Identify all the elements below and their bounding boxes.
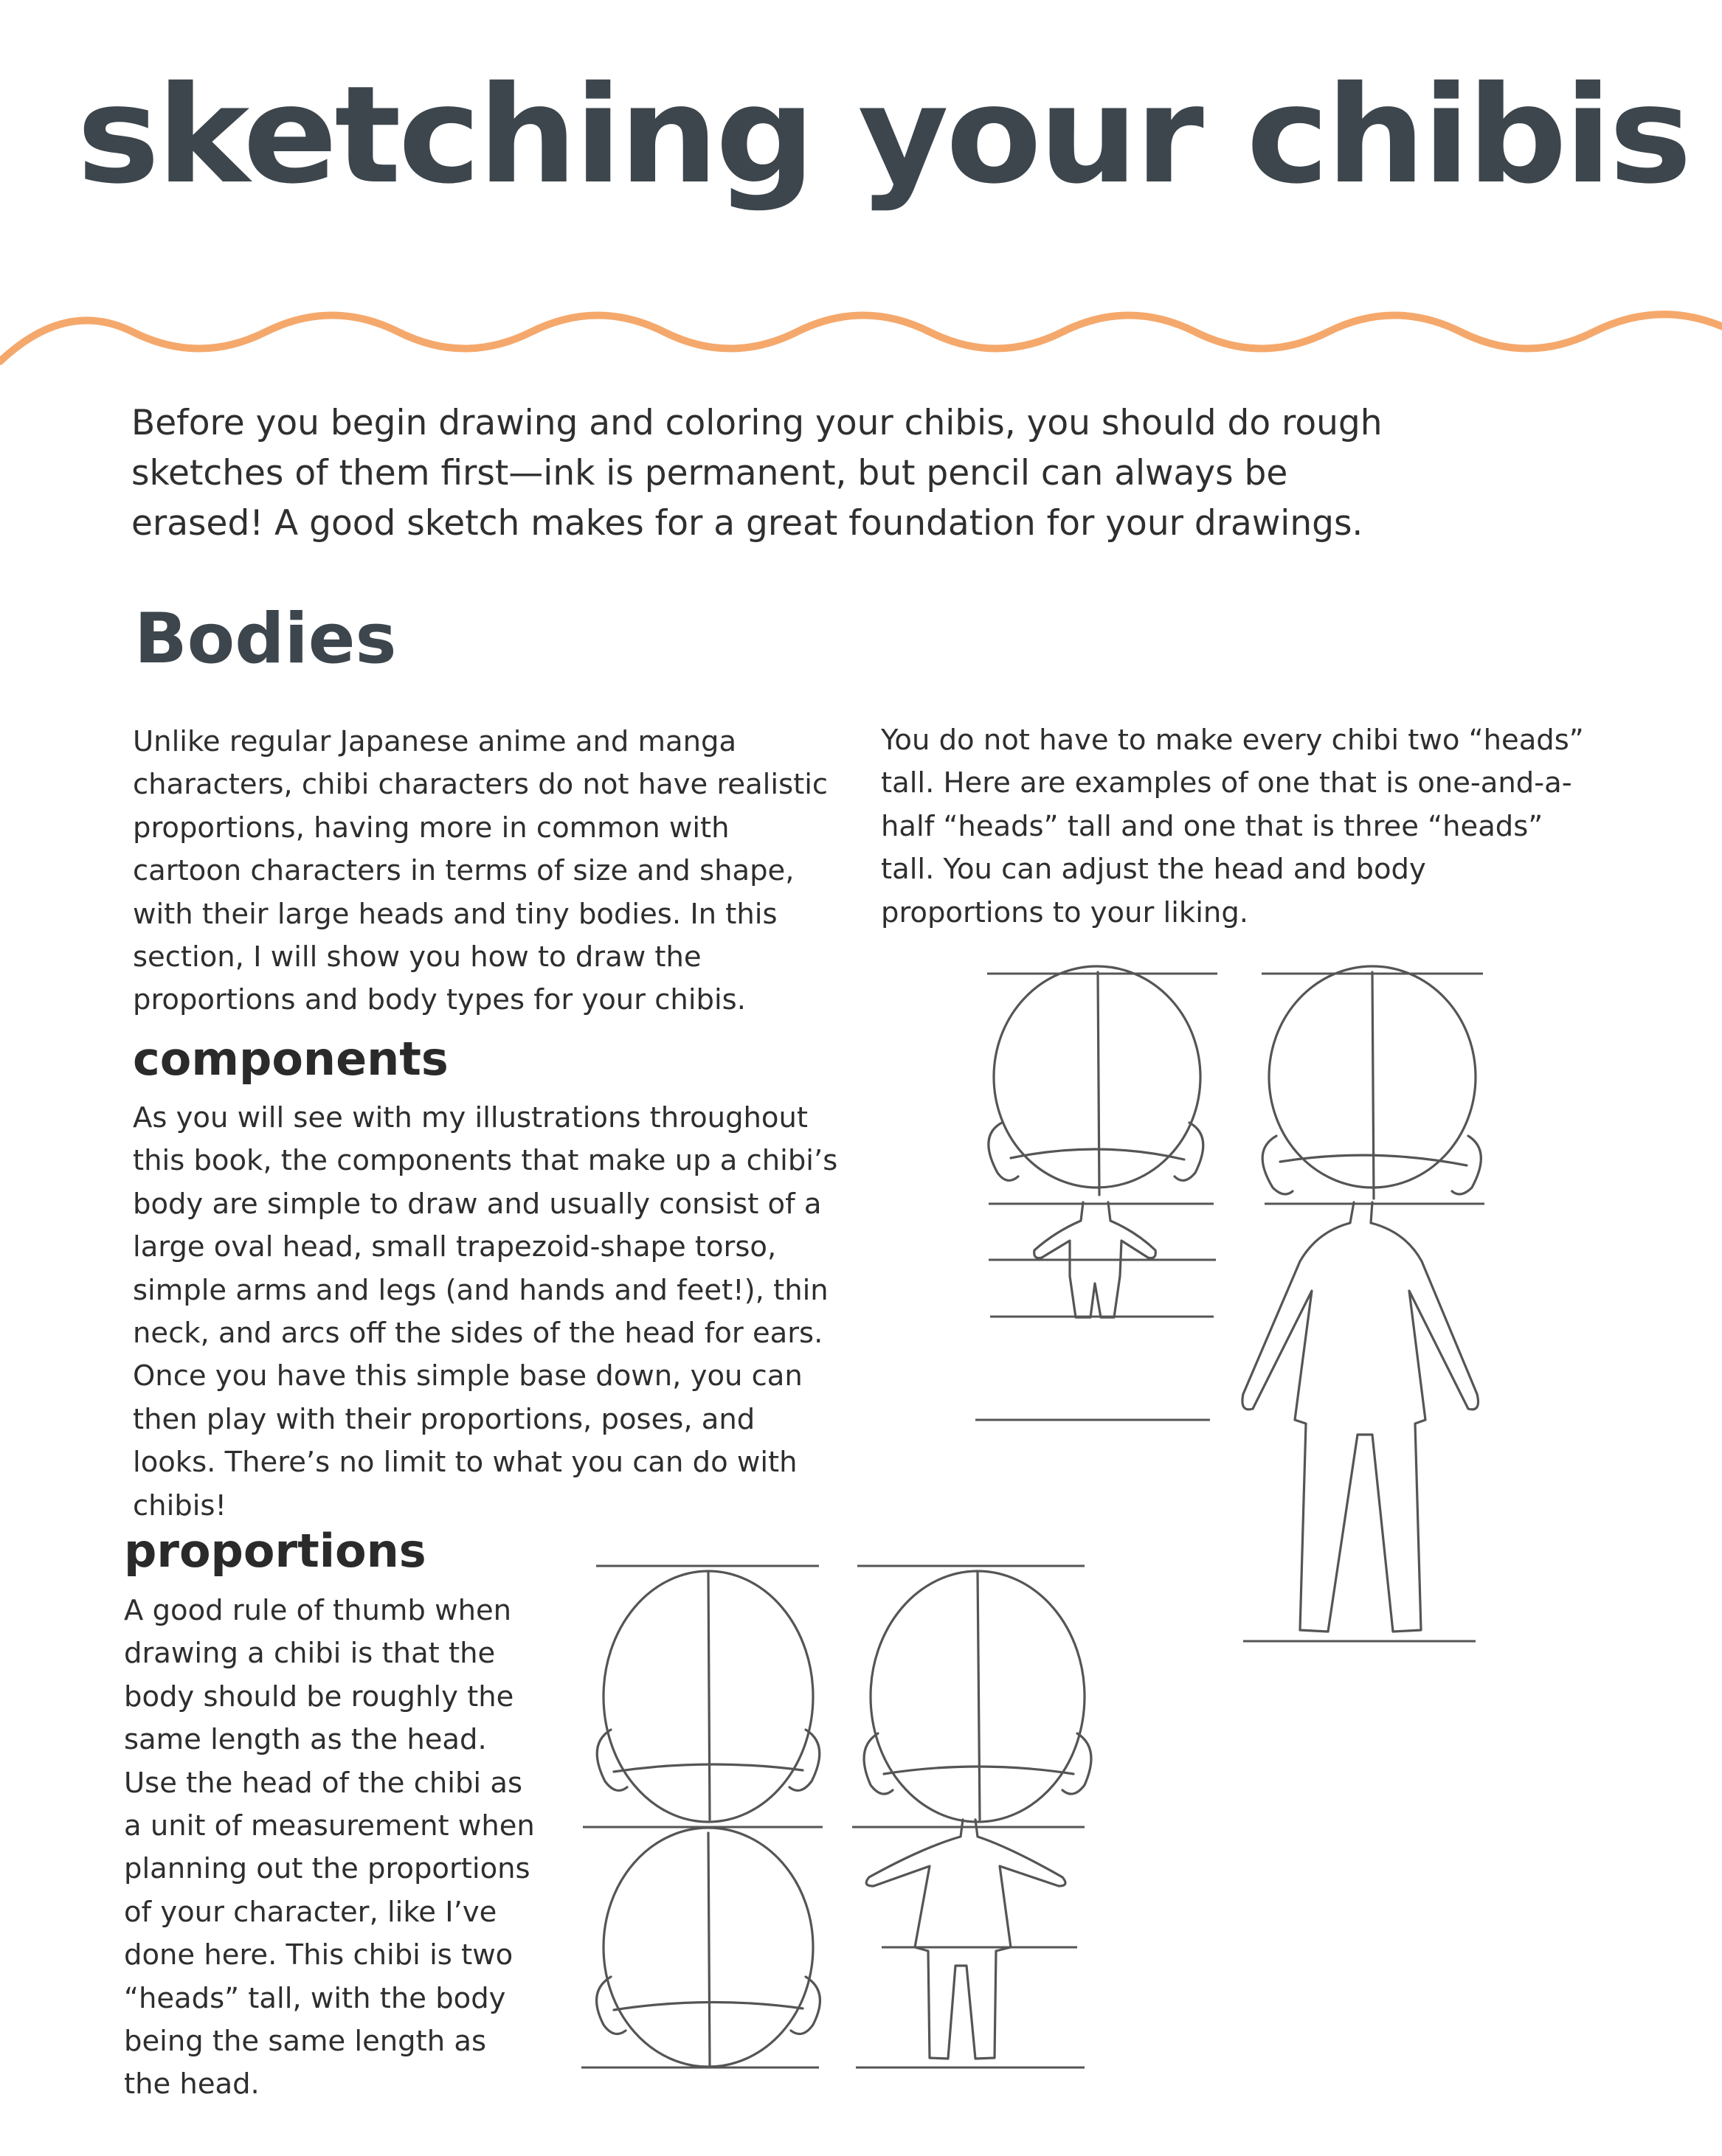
three-head-chibi-sketch: [975, 966, 1484, 1641]
intro-paragraph: Before you begin drawing and coloring your chibis, you should do rough sketches of them first—ink is permanent, but pencil can always be erased! A good sketch makes for a great foundation for your drawings.: [131, 403, 1383, 544]
proportion-variations-paragraph: You do not have to make every chibi two “heads” tall. Here are examples of one that is one-and-a-half “heads” tall and one that is three “heads” tall. You can adjust the head and body proportions to your liking.: [881, 724, 1584, 929]
page-title: sketching your chibis: [77, 57, 1690, 213]
two-heads-tall-chibi-sketch: [852, 1566, 1091, 2067]
components-paragraph: As you will see with my illustrations throughout this book, the components that make up a chibi’s body are simple to draw and usually consist of a large oval head, small trapezoid-shape torso, simple arms and legs (and hands and feet!), thin neck, and arcs off the sides of the head for ears. Once you have this simple base down, you can then play with their proportions, poses, and looks. There’s no limit to what you can do with chibis!: [133, 1101, 838, 1522]
head-measurement-sketch: [581, 1566, 823, 2067]
decorative-wave-divider: [0, 284, 1722, 380]
one-and-a-half-head-chibi-sketch: [987, 966, 1217, 1317]
proportions-heading: proportions: [124, 1524, 426, 1578]
bodies-paragraph: Unlike regular Japanese anime and manga characters, chibi characters do not have realistic proportions, having more in common with cartoon characters in terms of size and shape, with their large heads and tiny bodies. In this section, I will show you how to draw the proportions and body types for your chibis.: [133, 725, 829, 1017]
components-heading: components: [133, 1032, 449, 1086]
proportions-paragraph: A good rule of thumb when drawing a chibi is that the body should be roughly the same length as the head. Use the head of the chibi as a unit of measurement when planning out the proportions of your character, like I’ve done here. This chibi is two “heads” tall, with the body being the same length as the head.: [124, 1594, 535, 2101]
bodies-heading: Bodies: [134, 599, 397, 679]
two-heads-tall-proportions-illustration: [568, 1553, 1099, 2098]
